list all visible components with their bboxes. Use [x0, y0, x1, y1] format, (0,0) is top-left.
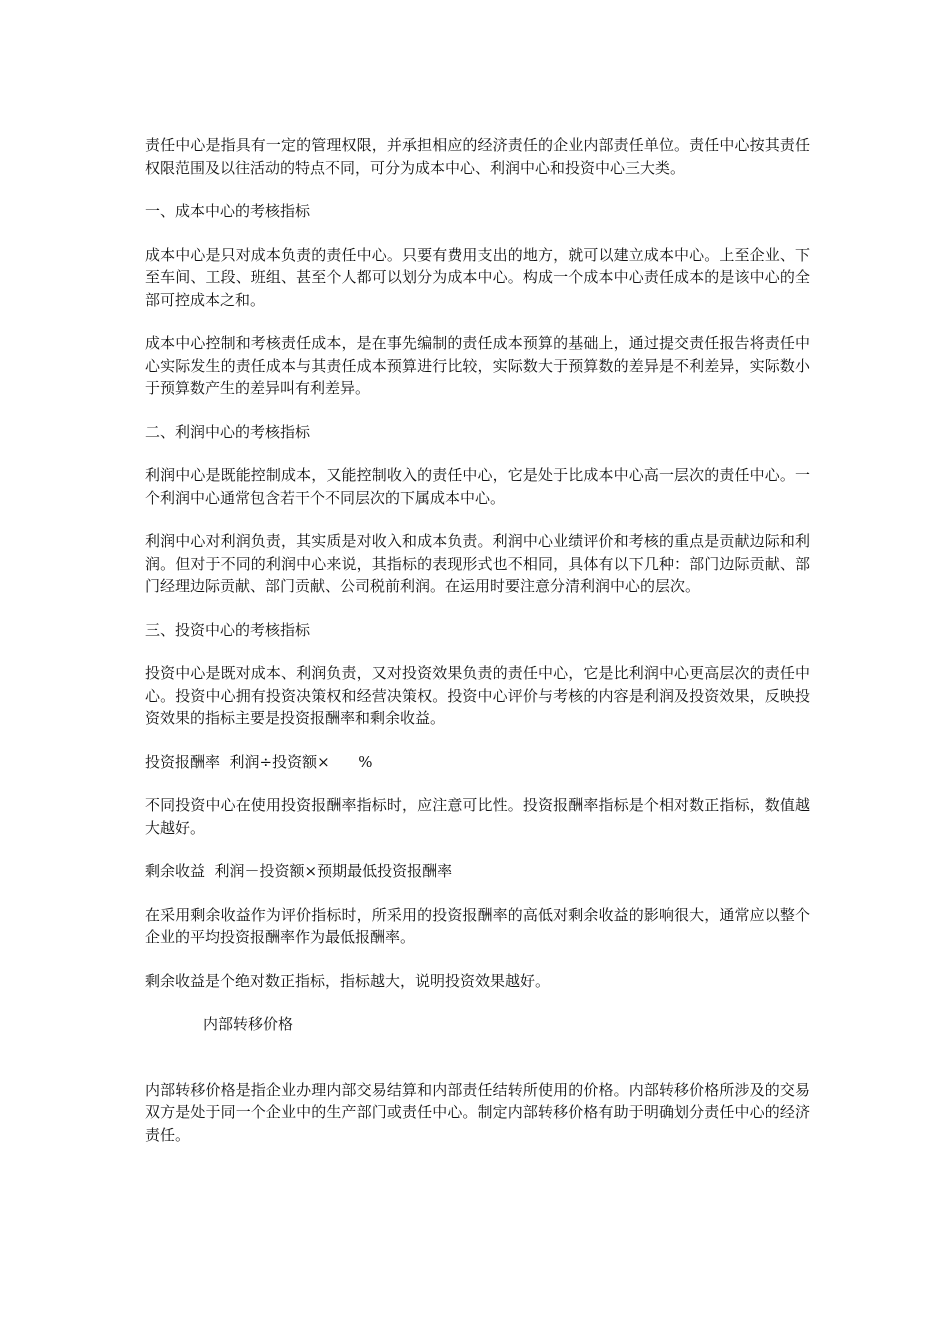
paragraph-residual-income-usage: 在采用剩余收益作为评价指标时，所采用的投资报酬率的高低对剩余收益的影响很大，通常应以整个企业的平均投资报酬率作为最低报酬率。 — [145, 905, 810, 946]
paragraph-internal-transfer-price-definition: 内部转移价格是指企业办理内部交易结算和内部责任结转所使用的价格。内部转移价格所涉及的交易双方是处于同一个企业中的生产部门或责任中心。制定内部转移价格有助于明确划分责任中心的经济责任。 — [145, 1080, 810, 1144]
document-body — [145, 134, 810, 1167]
heading-cost-center: 一、成本中心的考核指标 — [145, 202, 311, 220]
formula-residual-income: 剩余收益 利润－投资额×预期最低投资报酬率 — [145, 862, 453, 880]
paragraph-profit-center-definition: 利润中心是既能控制成本，又能控制收入的责任中心，它是处于比成本中心高一层次的责任中心。一个利润中心通常包含若干个不同层次的下属成本中心。 — [145, 466, 810, 507]
paragraph-responsibility-center-intro: 责任中心是指具有一定的管理权限，并承担相应的经济责任的企业内部责任单位。责任中心按其责任权限范围及以往活动的特点不同，可分为成本中心、利润中心和投资中心三大类。 — [145, 136, 810, 177]
paragraph-investment-center-definition: 投资中心是既对成本、利润负责，又对投资效果负责的责任中心，它是比利润中心更高层次的责任中心。投资中心拥有投资决策权和经营决策权。投资中心评价与考核的内容是利润及投资效果，反映投资效果的指标主要是投资报酬率和剩余收益。 — [145, 664, 810, 727]
paragraph-roi-comparability: 不同投资中心在使用投资报酬率指标时，应注意可比性。投资报酬率指标是个相对数正指标，数值越大越好。 — [145, 796, 810, 837]
paragraph-cost-center-control: 成本中心控制和考核责任成本，是在事先编制的责任成本预算的基础上，通过提交责任报告将责任中心实际发生的责任成本与其责任成本预算进行比较，实际数大于预算数的差异是不利差异，实际数小于预算数产生的差异叫有利差异。 — [145, 334, 810, 397]
formula-return-on-investment: 投资报酬率 利润÷投资额× % — [145, 752, 373, 771]
paragraph-cost-center-definition: 成本中心是只对成本负责的责任中心。只要有费用支出的地方，就可以建立成本中心。上至企业、下至车间、工段、班组、甚至个人都可以划分为成本中心。构成一个成本中心责任成本的是该中心的全部可控成本之和。 — [145, 245, 810, 309]
heading-investment-center: 三、投资中心的考核指标 — [145, 620, 311, 639]
heading-profit-center: 二、利润中心的考核指标 — [145, 422, 311, 441]
paragraph-residual-income-indicator: 剩余收益是个绝对数正指标，指标越大，说明投资效果越好。 — [145, 971, 551, 990]
heading-internal-transfer-price: 内部转移价格 — [203, 1015, 294, 1033]
paragraph-profit-center-evaluation: 利润中心对利润负责，其实质是对收入和成本负责。利润中心业绩评价和考核的重点是贡献边际和利润。但对于不同的利润中心来说，其指标的表现形式也不相同，具体有以下几种：部门边际贡献、部门经理边际贡献、部门贡献、公司税前利润。在运用时要注意分清利润中心的层次。 — [145, 532, 810, 595]
